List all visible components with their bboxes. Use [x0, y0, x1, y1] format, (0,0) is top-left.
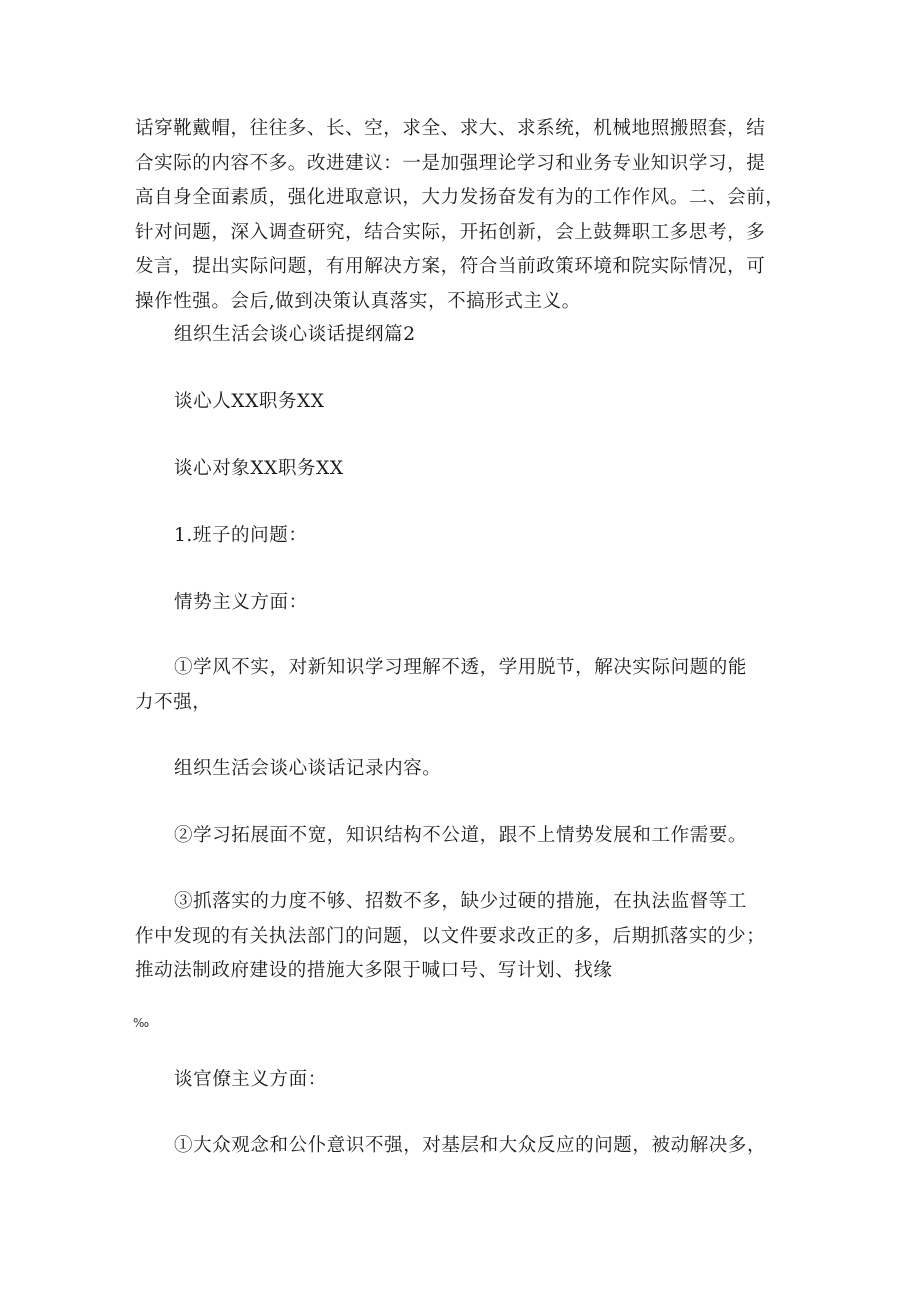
text-line: 作中发现的有关执法部门的问题，以文件要求改正的多，后期抓落实的少；: [135, 925, 766, 947]
text-line: 话穿靴戴帽，往往多、长、空，求全、求大、求系统，机械地照搬照套，结: [135, 118, 766, 139]
formalism-heading: 情势主义方面：: [174, 592, 308, 613]
point-four: ①大众观念和公仆意识不强，对基层和大众反应的问题，被动解决多，: [174, 1135, 767, 1156]
text-line: 发言，提出实际问题，有用解决方案，符合当前政策环境和院实际情况，可: [135, 256, 766, 277]
section-heading: 组织生活会谈心谈话提纲篇2: [174, 324, 416, 345]
stray-marker: ‰: [133, 1016, 150, 1030]
bureaucracy-heading: 谈官僚主义方面：: [174, 1069, 327, 1090]
target-line: 谈心对象XX职务XX: [174, 458, 344, 479]
text-line: 力不强，: [135, 691, 212, 713]
text-line: 针对问题，深入调查研究，结合实际，开拓创新，会上鼓舞职工多思考，多: [135, 221, 766, 243]
point-one: [135, 651, 854, 720]
text-line: ①学风不实，对新知识学习理解不透，学用脱节，解决实际问题的能: [174, 657, 748, 678]
talker-line: 谈心人XX职务XX: [174, 391, 325, 412]
text-line: 推动法制政府建设的措施大多限于喊口号、写计划、找缘: [135, 960, 613, 981]
point-two: ②学习拓展面不宽，知识结构不公道，跟不上情势发展和工作需要。: [174, 825, 748, 846]
point-three: [135, 885, 854, 989]
record-line: 组织生活会谈心谈话记录内容。: [174, 758, 442, 779]
item-heading: 1.班子的问题：: [174, 525, 308, 546]
text-line: 操作性强。会后,做到决策认真落实，不搞形式主义。: [135, 290, 581, 312]
text-line: ③抓落实的力度不够、招数不多，缺少过硬的措施，在执法监督等工: [174, 891, 748, 912]
text-line: 合实际的内容不多。改进建议：一是加强理论学习和业务专业知识学习，提: [135, 152, 766, 174]
text-line: 高自身全面素质，强化进取意识，大力发扬奋发有为的工作作风。二、会前，: [135, 187, 785, 208]
paragraph-intro: [135, 112, 815, 319]
